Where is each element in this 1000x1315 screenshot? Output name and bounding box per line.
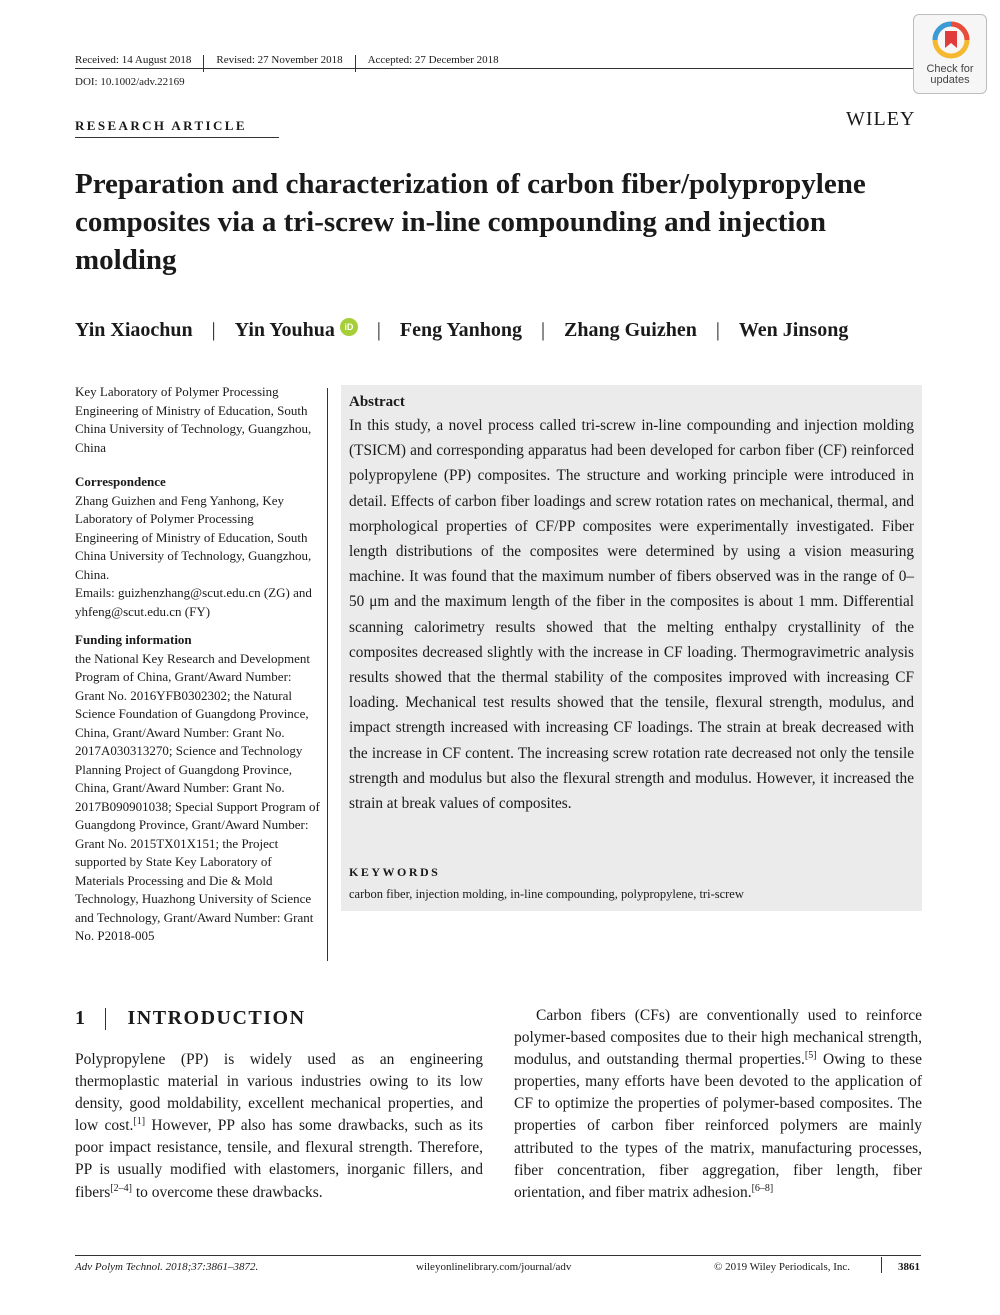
funding-heading: Funding information — [75, 632, 192, 647]
section-title: INTRODUCTION — [127, 1007, 306, 1029]
author-list — [75, 319, 848, 342]
sidebar-divider — [327, 388, 328, 961]
section-number: 1 — [75, 1007, 87, 1029]
paper-title: Preparation and characterization of carbon fiber/polypropylene composites via a tri-screw in-line compounding and injection molding — [75, 168, 866, 276]
article-type-underline — [75, 137, 279, 138]
correspondence-text: Zhang Guizhen and Feng Yanhong, Key Laboratory of Polymer Processing Engineering of Ministry of Education, South China University of Technology, Guangzhou, China. — [75, 492, 312, 582]
check-updates-label-2: updates — [930, 74, 970, 86]
author-separator: | — [211, 319, 216, 341]
revised-date: Revised: 27 November 2018 — [216, 53, 343, 66]
article-info-sidebar — [75, 383, 320, 946]
received-date: Received: 14 August 2018 — [75, 53, 192, 66]
author-name[interactable]: Yin Youhua — [234, 319, 335, 341]
abstract-box — [341, 385, 922, 911]
citation[interactable]: [1] — [133, 1116, 146, 1128]
author-name[interactable]: Feng Yanhong — [399, 319, 522, 341]
author-name[interactable]: Zhang Guizhen — [564, 319, 697, 341]
crossmark-icon — [932, 21, 970, 59]
author-separator: | — [540, 319, 545, 341]
check-for-updates-badge[interactable] — [913, 14, 987, 94]
doi[interactable]: DOI: 10.1002/adv.22169 — [75, 76, 185, 88]
publisher-logo: WILEY — [846, 108, 916, 130]
publication-dates — [75, 51, 499, 68]
article-type: RESEARCH ARTICLE — [75, 118, 247, 133]
abstract-heading: Abstract — [349, 394, 405, 410]
intro-paragraph: Polypropylene (PP) is widely used as an engineering thermoplastic material in various industries owing to its low density, good moldability, excellent mechanical properties, and low cost.[1] However, PP also has some drawbacks, such as its poor impact resistance, tensile, and flexural strength. Therefore, PP is usually modified with elastomers, inorganic fillers, and fibers[2–4] to overcome these drawbacks. — [75, 1051, 484, 1201]
body-column-left — [75, 1049, 483, 1204]
footer-rule — [75, 1255, 921, 1256]
section-divider — [105, 1008, 106, 1030]
section-heading — [75, 1007, 306, 1030]
journal-url[interactable]: wileyonlinelibrary.com/journal/adv — [416, 1261, 572, 1273]
body-column-right — [514, 1005, 922, 1204]
check-updates-label-1: Check for — [926, 63, 974, 75]
author-separator: | — [715, 319, 720, 341]
header-rule — [75, 68, 921, 69]
correspondence-emails[interactable]: Emails: guizhenzhang@scut.edu.cn (ZG) and yhfeng@scut.edu.cn (FY) — [75, 585, 312, 619]
keywords-heading: KEYWORDS — [349, 865, 441, 879]
divider — [203, 55, 204, 72]
citation[interactable]: [6–8] — [751, 1182, 774, 1194]
citation[interactable]: [5] — [804, 1050, 817, 1062]
funding-text: the National Key Research and Development Program of China, Grant/Award Number: Grant No. 2016YFB0302302; the Natural Science Foundation of Guangdong Province, China, Grant/Award Number: Grant No. 2017A030313270; Science and Technology Planning Project of Guangdong Province, China, Grant/Award Number: Grant No. 2017B090901038; Special Support Program of Guangdong Province, Grant/Award Number: Grant No. 2015TX01X151; the Project supported by State Key Laboratory of Materials Processing and Die & Mold Technology, Huazhong University of Science and Technology, Grant/Award Number: Grant No. P2018-005 — [75, 650, 320, 943]
author-name[interactable]: Yin Xiaochun — [75, 319, 193, 341]
divider — [355, 55, 356, 72]
accepted-date: Accepted: 27 December 2018 — [367, 53, 499, 66]
author-separator: | — [376, 319, 381, 341]
abstract-text: In this study, a novel process called tri-screw in-line compounding and injection molding (TSICM) and corresponding apparatus had been developed for carbon fiber (CF) reinforced polypropylene (PP) composites. The structure and working principle were introduced in detail. Effects of carbon fiber loadings and screw rotation rates on mechanical, thermal, and morphological properties of CF/PP composites were experimentally investigated. Fiber length distributions of the composites were determined by using a vision measuring machine. It was found that the maximum number of fibers observed was in the range of 0–50 μm and the maximum length of the fiber in the composites is about 1 mm. Differential scanning calorimetry results showed that the melting enthalpy crystallinity of the composites decreased slightly with the increase in CF loading. Thermogravimetric analysis results showed that the thermal stability of the composites improved with increasing CF loading. Mechanical test results showed that the tensile, flexural strength, modulus, and impact strength increased with increasing CF loadings. The strain at break decreased with the increase in CF content. The increasing screw rotation rate decreased not only the tensile strength and modulus but also the flexural strength and modulus. However, it increased the strain at break values of composites. — [349, 417, 914, 813]
correspondence-heading: Correspondence — [75, 474, 166, 489]
footer-divider — [881, 1257, 882, 1273]
journal-citation: Adv Polym Technol. 2018;37:3861–3872. — [75, 1261, 259, 1273]
author-name[interactable]: Wen Jinsong — [738, 319, 849, 341]
citation[interactable]: [2–4] — [110, 1182, 132, 1194]
page-number: 3861 — [898, 1261, 920, 1273]
keywords-list: carbon fiber, injection molding, in-line compounding, polypropylene, tri-screw — [349, 887, 744, 901]
copyright: © 2019 Wiley Periodicals, Inc. — [714, 1261, 851, 1273]
affiliation: Key Laboratory of Polymer Processing Engineering of Ministry of Education, South China University of Technology, Guangzhou, China — [75, 384, 312, 455]
intro-paragraph: Carbon fibers (CFs) are conventionally used to reinforce polymer-based composites due to their high mechanical strength, modulus, and outstanding thermal properties.[5] Owing to these properties, many efforts have been devoted to the application of CF to optimize the properties of polymer-based composites. The properties of carbon fiber reinforced polymers are mainly attributed to the types of the matrix, manufacturing processes, fiber concentration, fiber aggregation, fiber length, fiber orientation, and fiber matrix adhesion.[6–8] — [514, 1007, 922, 1201]
orcid-icon[interactable]: iD — [340, 318, 358, 336]
